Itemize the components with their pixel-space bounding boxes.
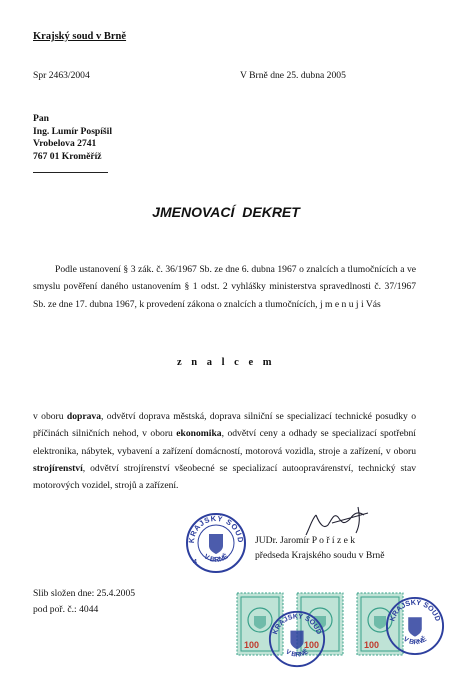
- appointment-paragraph: [33, 261, 416, 313]
- court-seal-stamp: [185, 512, 247, 574]
- field-paragraph: [33, 408, 416, 494]
- para-text: vozidla, stroje a zařízení, v oboru: [285, 445, 416, 457]
- court-name: Krajský soud v Brně: [33, 31, 127, 42]
- stamp-bottom-text: V BRNĚ: [401, 635, 429, 647]
- coat-of-arms-icon: [408, 617, 422, 636]
- place-date: V Brně dne 25. dubna 2005: [240, 70, 346, 81]
- para-text: , odvětví strojírenství všeobecné se specializací: [82, 462, 278, 474]
- para-line: Podle ustanovení § 3 zák. č. 36/1967 Sb. ze dne 6. dubna 1967 o znalcích a: [55, 264, 346, 275]
- stamp-text: KRAJSKÝ SOUD: [387, 597, 443, 623]
- address-divider: [33, 172, 108, 173]
- court-seal-stamp: [385, 596, 445, 656]
- stamp-number: 4: [193, 559, 197, 566]
- addressee-line: 767 01 Kroměříž: [33, 150, 102, 162]
- stamp-text: KRAJSKÝ SOUD: [186, 513, 246, 544]
- revenue-value: 100: [304, 640, 320, 650]
- court-seal-stamp: [268, 610, 326, 668]
- para-line: spravedlnosti č. 37/1967 Sb. ze dne 17. dubna 1967, k provedení zákona o znalcích a: [33, 281, 416, 310]
- stamp-bottom-text: V BRNĚ: [284, 648, 310, 659]
- reference-number: Spr 2463/2004: [33, 70, 90, 81]
- addressee-line: Pan: [33, 113, 49, 124]
- field-ekonomika: ekonomika: [176, 428, 222, 440]
- field-strojirenstvi: strojírenství: [33, 462, 83, 474]
- handwritten-signature: [298, 505, 378, 539]
- revenue-value: 100: [364, 640, 380, 650]
- para-text: , odvětví doprava městská, doprava silniční se specializací technické: [101, 411, 372, 422]
- para-text: autoopravárenství, technický stav motorových vozidel, strojů a zařízení.: [33, 462, 416, 492]
- appointed-as: z n a l c e m: [177, 357, 275, 368]
- signatory-role: předseda Krajského soudu v Brně: [255, 550, 385, 561]
- para-line: tlumočnících a ve smyslu pověření daného ustanovením § 1 odst. 2 vyhlášky ministerstva: [33, 264, 417, 293]
- para-text: , odvětví ceny a odhady se: [221, 428, 329, 440]
- addressee-line: Ing. Lumír Pospíšil: [33, 125, 112, 137]
- registry-number: pod poř. č.: 4044: [33, 604, 99, 615]
- para-text: specializací spotřební elektronika, nábytek, vybavení a zařízení domácností, motorová: [33, 428, 416, 457]
- oath-date: Slib složen dne: 25.4.2005: [33, 588, 136, 599]
- para-text: v oboru: [33, 411, 67, 422]
- para-line: tlumočnících, j m e n u j i Vás: [265, 298, 381, 310]
- stamp-bottom-text: V BRNĚ: [202, 553, 230, 564]
- addressee-line: Vrobelova 2741: [33, 138, 97, 150]
- stamp-text: KRAJSKÝ SOUD: [271, 613, 323, 636]
- coat-of-arms-icon: [209, 534, 223, 554]
- signatory-name: JUDr. Jaromír P o ř í z e k: [255, 535, 356, 546]
- revenue-value: 100: [244, 640, 260, 650]
- field-doprava: doprava: [66, 411, 102, 422]
- addressee-block: [33, 113, 112, 163]
- coat-of-arms-icon: [290, 631, 303, 650]
- document-title: JMENOVACÍ DEKRET: [152, 204, 300, 220]
- para-text: posudky o příčinách silničních nehod, v oboru: [33, 411, 417, 440]
